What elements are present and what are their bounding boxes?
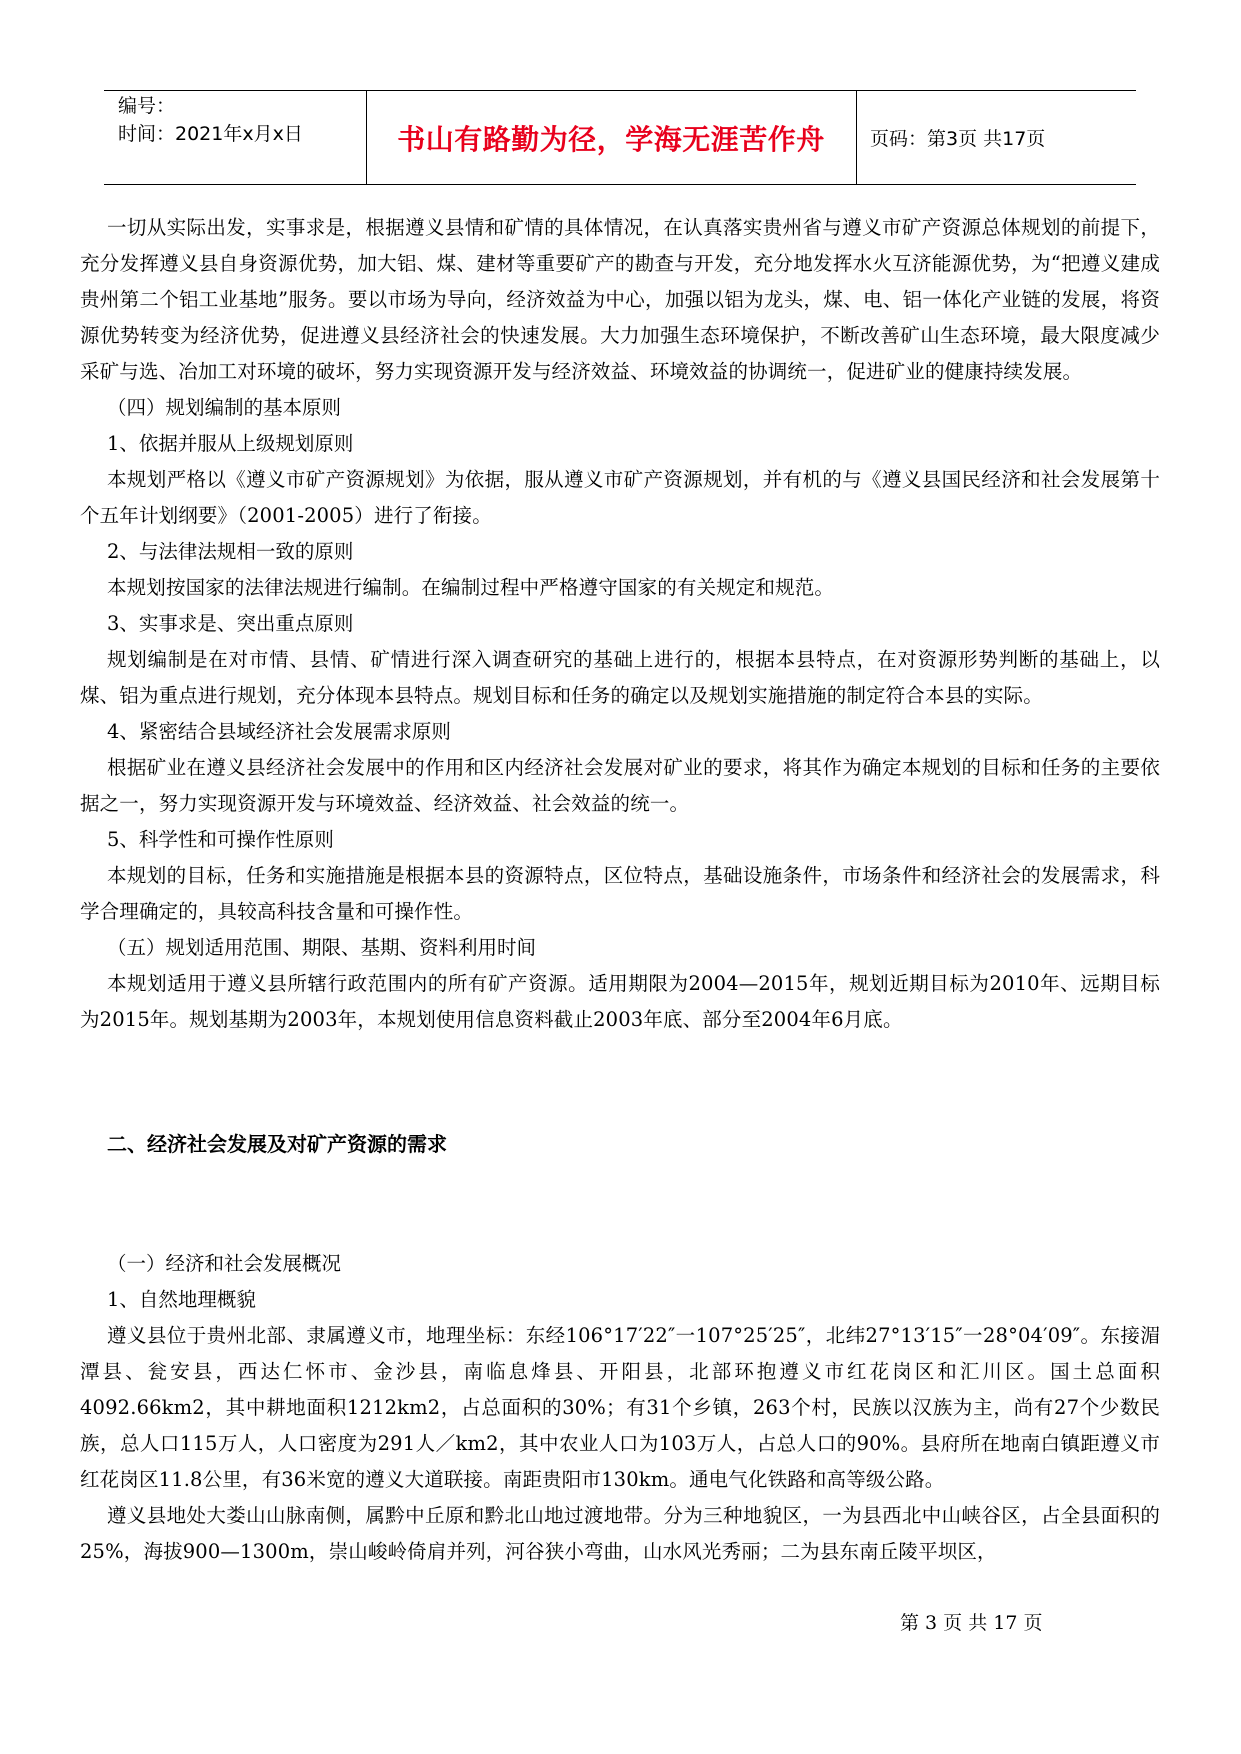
subsection-heading: 2、与法律法规相一致的原则 (107, 540, 354, 563)
chapter-heading: 二、经济社会发展及对矿产资源的需求 (107, 1132, 447, 1156)
document-time: 时间：2021年x月x日 (118, 123, 303, 145)
subsection-heading: 1、自然地理概貌 (107, 1288, 256, 1311)
section-heading: （五）规划适用范围、期限、基期、资料利用时间 (107, 936, 537, 959)
header-motto-cell (366, 91, 857, 184)
subsection-heading: 1、依据并服从上级规划原则 (107, 432, 354, 455)
section-heading: （一）经济和社会发展概况 (107, 1252, 342, 1275)
paragraph: 本规划适用于遵义县所辖行政范围内的所有矿产资源。适用期限为2004—2015年，规划近期目标为2010年、远期目标为2015年。规划基期为2003年，本规划使用信息资料截止2003年底、部分至2004年6月底。 (80, 972, 1160, 1031)
page-footer: 第 3 页 共 17 页 (900, 1612, 1043, 1634)
paragraph: 本规划严格以《遵义市矿产资源规划》为依据，服从遵义市矿产资源规划，并有机的与《遵义县国民经济和社会发展第十个五年计划纲要》（2001-2005）进行了衔接。 (80, 468, 1160, 527)
document-body (80, 210, 1160, 1570)
paragraph: 本规划按国家的法律法规进行编制。在编制过程中严格遵守国家的有关规定和规范。 (107, 576, 835, 599)
page-header (104, 90, 1136, 185)
subsection-heading: 4、紧密结合县域经济社会发展需求原则 (107, 720, 451, 743)
paragraph: 遵义县位于贵州北部、隶属遵义市，地理坐标：东经106°17′22″一107°25′25″，北纬27°13′15″一28°04′09″。东接湄潭县、瓮安县，西达仁怀市、金沙县，南临息烽县、开阳县，北部环抱遵义市红花岗区和汇川区。国土总面积4092.66km2，其中耕地面积1212km2，占总面积的30%；有31个乡镇，263个村，民族以汉族为主，尚有27个少数民族，总人口115万人，人口密度为291人／km2，其中农业人口为103万人，占总人口的90%。县府所在地南白镇距遵义市红花岗区11.8公里，有36米宽的遵义大道联接。南距贵阳市130km。通电气化铁路和高等级公路。 (80, 1324, 1160, 1491)
paragraph: 规划编制是在对市情、县情、矿情进行深入调查研究的基础上进行的，根据本县特点，在对资源形势判断的基础上，以煤、铝为重点进行规划，充分体现本县特点。规划目标和任务的确定以及规划实施措施的制定符合本县的实际。 (80, 648, 1160, 707)
paragraph: 本规划的目标，任务和实施措施是根据本县的资源特点，区位特点，基础设施条件，市场条件和经济社会的发展需求，科学合理确定的，具较高科技含量和可操作性。 (80, 864, 1160, 923)
paragraph: 遵义县地处大娄山山脉南侧，属黔中丘原和黔北山地过渡地带。分为三种地貌区，一为县西北中山峡谷区，占全县面积的25%，海拔900—1300m，崇山峻岭倚肩并列，河谷狭小弯曲，山水风光秀丽；二为县东南丘陵平坝区， (80, 1504, 1160, 1563)
header-motto: 书山有路勤为径，学海无涯苦作舟 (397, 122, 825, 156)
header-meta (104, 91, 367, 184)
subsection-heading: 5、科学性和可操作性原则 (107, 828, 334, 851)
document-number: 编号： (118, 95, 176, 117)
header-page-number: 页码：第3页 共17页 (870, 128, 1046, 150)
section-heading: （四）规划编制的基本原则 (107, 396, 342, 419)
paragraph: 一切从实际出发，实事求是，根据遵义县情和矿情的具体情况，在认真落实贵州省与遵义市矿产资源总体规划的前提下，充分发挥遵义县自身资源优势，加大铝、煤、建材等重要矿产的勘查与开发，充分地发挥水火互济能源优势，为“把遵义建成贵州第二个铝工业基地”服务。要以市场为导向，经济效益为中心，加强以铝为龙头，煤、电、铝一体化产业链的发展，将资源优势转变为经济优势，促进遵义县经济社会的快速发展。大力加强生态环境保护，不断改善矿山生态环境，最大限度减少采矿与选、冶加工对环境的破坏，努力实现资源开发与经济效益、环境效益的协调统一，促进矿业的健康持续发展。 (80, 216, 1160, 383)
header-page-cell (856, 91, 1136, 184)
subsection-heading: 3、实事求是、突出重点原则 (107, 612, 354, 635)
paragraph: 根据矿业在遵义县经济社会发展中的作用和区内经济社会发展对矿业的要求，将其作为确定本规划的目标和任务的主要依据之一，努力实现资源开发与环境效益、经济效益、社会效益的统一。 (80, 756, 1160, 815)
